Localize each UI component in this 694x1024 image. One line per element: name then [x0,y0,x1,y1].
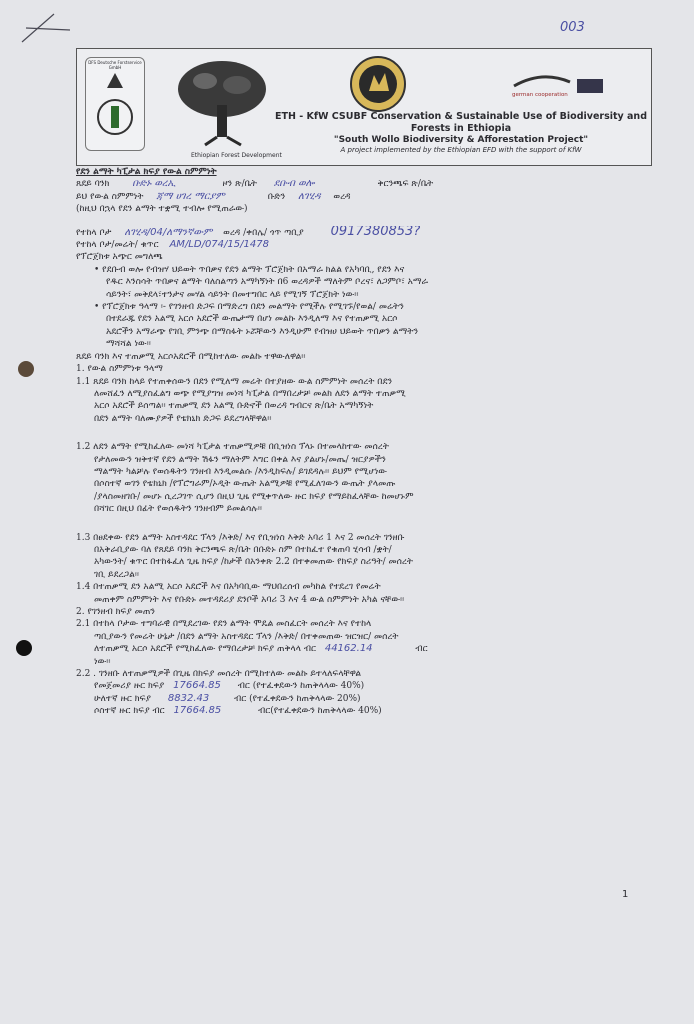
branch-label: ዞን ጽ/ቤት [222,179,257,190]
eu-flag-icon [577,79,603,93]
dfs-tree-icon [104,72,126,90]
section-2-2-intro: 2.2 . ገንዘቡ ለተጠቃሚዎች በጊዜ በክፍያ መሰረት በሚከተለው መልኩ ይተላለፍላቸዋል [76,669,362,680]
section-2-1-amount-line [76,643,650,655]
german-cooperation-logo [512,73,572,103]
payment-label: ሶስተኛ ዙር ክፍያ ብር [94,706,165,717]
total-amount: 44162.14 [324,643,373,655]
section-1-1-line: 1.1 ጸደይ ባንክ ከላይ የተጠቀሰውን በደን የሚለማ መሬት በተያዘው ውል ስምምነት መሰረት በደን [76,376,393,387]
gc-label: german cooperation [512,92,568,98]
section-1-1-line: አርሶ አደሮች ይሰጣል፡፡ ተጠቃሚ ደን አልሚ ቡድኖች በወረዳ ግብርና ጽ/ቤት አማካኝነት [94,401,374,412]
bullet-2-line-1: • የፕሮጀክቱ ዓላማ ፡- የገንዘብ ድጋፍ በማድረግ በደን መልማት የሚችሉ የሚገኙ/የወል/ መሬትን [94,302,404,313]
cooperation-swoosh-icon [512,74,572,88]
document-body [76,166,650,718]
section-1-3-line: 1.3 በፀደቀው የደን ልማት አስተዳደር ፕላን /እቅድ/ እና የቢዝነስ እቅድ አባሪ 1 እና 2 መሰረት ገንዘቡ [76,532,405,543]
site-value: ለገሂዳ/04/ለማንኛውም [124,226,213,238]
section-2-heading: 2. የገንዘብ ክፍያ መጠን [76,607,156,617]
payment-note: ብር (የተፈቀደውን ከጠቅላላው 20%) [234,693,361,704]
section-1-2-line: የታለመውን ዝቅተኛ የደን ልማት ሽፋን ማለትም እግር በቀል እና ያልሆኑ/መጤ/ ዝርያዎችን [94,454,386,465]
location-end: ወረዳ [333,191,351,202]
title-line-3: "South Wollo Biodiversity & Afforestation Project" [333,135,589,145]
phone-annotation: 0917380853? [330,225,421,239]
name-label: ጸደይ ባንክ [76,179,110,190]
location-line [76,191,650,203]
bullet-2-line-3: አደሮችን አማራጭ የገቢ ምንጭ በማስፋት ኑሯቸውን እንዲሁም የብዝሀ ህይወት ጥበቃን ልማትን [106,326,419,337]
corner-scribble [18,8,78,48]
section-1-4-line: 1.4 በተጠቃሚ ደን አልሚ አርሶ አደሮች እና በአካባቢው ማህበረሰብ መካከል የተደረገ የመሬት [76,582,381,593]
section-1-1-line: በደን ልማት ባለሙያዎች የቴክኒክ ድጋፍ ይደረግላቸዋል፡፡ [94,413,272,424]
payment-label: ሁለተኛ ዙር ክፍያ [94,693,151,704]
branch-value: ደቡብ ወሎ [273,178,315,190]
office-label: ቅርንጫፍ ጽ/ቤት [377,179,434,190]
project-title [272,111,650,155]
section-1-heading: 1. የውል ስምምነቱ ዓላማ [76,364,163,375]
section-1-2-line: 1.2 ለደን ልማት የሚከፈለው መነሻ ካፒታል ተጠቃሚዎቹ በቢዝነስ ፕላኑ በተመላከተው መሰረት [76,442,389,453]
location-label: ይህ የውል ስምምነት [76,191,144,202]
title-line-2: Forests in Ethiopia [410,123,512,134]
payment-amount: 17664.85 [173,705,222,717]
org-seal-icon [96,98,134,136]
payment-label: የመጀመሪያ ዙር ክፍያ [94,681,165,692]
page-number: 1 [622,889,629,900]
intro-closing: ጸደይ ባንክ እና ተጠቃሚ አርሶአደሮች በሚከተለው መልኩ ተዋውለዋል፡፡ [76,351,306,362]
location-value: ጃማ ሀገረ ማርያም [156,190,225,202]
payment-amount: 8832.43 [167,692,210,704]
location-value-2: ለገሂዳ [298,190,321,202]
section-1-3-line: ገቢ ይደረጋል፡፡ [94,569,140,580]
section-2-1-line: 2.1 በተከላ ቦታው ተግባራዊ በሚደረገው የደን ልማት ሞዴል መስፈርት መሰረት እና የተከላ [76,619,372,630]
intro-heading: የፕሮጀክቱ አጭር መግለጫ [76,252,163,263]
section-1-2-line: በሻገር በዚህ በፊት የወሰዱትን ገንዘብም ይመልሳሉ፡፡ [94,504,262,515]
between-line: (ከዚህ በኋላ የደን ልማት ተቋሚ ተብሎ የሚጠራው) [76,204,248,215]
payment-row [76,680,650,692]
section-1-3-line: አካውንት/ ቁጥር በተከፋፈለ ጊዜ ክፍያ /ከታች በአንቀጽ 2.2 በተቀመጠው የክፍያ ስሪዓት/ መሰረት [94,557,414,568]
section-2-1-text: ለተጠቃሚ አርሶ አደሮች የሚከፈለው የማበረታቻ ክፍያ ጠቅላላ ብር [94,644,316,655]
bullet-1-line-1: • የደቡብ ወሎ የብዝሃ ህይወት ጥበቃና የደን ልማት ፕሮጀክት በአማራ ክልል የአካባቢ, የደን እና [94,264,405,275]
dfs-logo [85,57,145,151]
location-mid: ቡድን [267,191,286,202]
section-1-4-line: መጠቀም ስምምነት እና የቡድኑ መተዳደሪያ ደንቦች አባሪ 3 እና 4 ውል ስምምነት አካል ናቸው፡፡ [94,594,405,605]
section-2-1-last: ነው፡፡ [94,656,111,667]
bullet-2-line-2: በተደራጁ የደን አልሚ አርሶ አደሮች ውጤታማ በሆነ መልኩ እንዲለማ እና የተጠቃሚ አርሶ [106,314,398,325]
site-line [76,226,650,239]
bullet-1-line-2: የዱር እንስሳት ጥበቃና ልማት ባለስልጣን አማካኝነት በ6 ወረዳዎች ማለትም ቦረና፣ ለጋምቦ፣ አማራ [106,277,429,288]
section-1-2-line: በሶስተኛ ወገን የቴክኒክ /የፕሮግራም/ኦዲት ውጤት አልሚዎቹ የሚፈለገውን ውጤት ያላመጡ [94,479,396,490]
punch-hole-bottom [16,640,32,656]
dfs-label: DFS Deutsche Forstservice GmbH [88,60,142,70]
site-end: ወረዳ /ቀበሌ/ ጎጥ ጣቢያ [223,227,304,238]
section-1-2-line: /ያላስመዘገቡ/ መሆኑ ሲረጋገጥ ሲሆን በዚህ ጊዜ የሚቀጥለው ዙር ክፍያ የማይከፈላቸው ከመሆኑም [94,491,414,502]
section-2-1-line: ጣቢያውን የመሬት ሁኔታ /በደን ልማት አስተዳደር ፕላን /እቅድ/ በተቀመጠው ዝርዝር/ መሰረት [94,631,399,642]
bullet-2-line-4: ማሻሻል ነው፡፡ [106,339,151,350]
tree-logo-icon [175,57,270,147]
name-value: ቡድኑ ወረኢ [132,178,176,190]
site-label: የተከላ ቦታ [76,227,112,238]
plot-code-value: AM/LD/074/15/1478 [169,239,269,251]
title-line-1: ETH - KfW CSUBF Conservation & Sustainable Use of Biodiversity and [275,111,647,122]
total-currency: ብር [415,644,428,655]
bullet-1-line-3: ሳይንት፣ መቅደላ፣ተንታና መሃል ሳይንት በመተግበር ላይ የሚገኝ ፕሮጀክት ነው፡፡ [106,289,359,300]
plot-code-label: የተከላ ቦታ/መሬት/ ቁጥር [76,240,159,251]
section-1-2-line: ማልማት ካልቻሉ የወሰዱትን ገንዘብ እንዲመልሱ /እንዲከፍሉ/ ይገደዳሉ፡፡ ይህም የሚሆነው [94,466,387,477]
section-1-1-line: ለመሸፈን ለሚያስፈልግ ወጭ የሚያግዝ መነሻ ካፒታል በማበረታቻ መልክ ለደን ልማት ተጠቃሚ [94,388,406,399]
payment-row [76,693,650,705]
payment-row [76,705,650,717]
letterhead [76,48,652,166]
doc-title: የደን ልማት ካፒታል ክፍያ የውል ስምምነት [76,167,217,177]
payment-note: ብር(የተፈቀደውን ከጠቅላላው 40%) [258,706,382,717]
logo-caption: Ethiopian Forest Development [191,152,282,159]
punch-hole-top [18,361,34,377]
plot-code-line [76,239,650,251]
name-line [76,178,650,190]
payment-note: ብር (የተፈቀደውን ከጠቅላላው 40%) [237,681,365,692]
payment-amount: 17664.85 [173,680,221,692]
title-line-4: A project implemented by the Ethiopian EFD with the support of KfW [340,146,582,154]
ethiopia-emblem-icon [349,55,407,113]
section-1-3-line: በአቅራቢያው ባለ የጸደይ ባንክ ቅርንጫፍ ጽ/ቤት በቡድኑ ስም በተከፈተ የቁጠባ ሂሳብ /ቋት/ [94,544,392,555]
page-code-annotation: 003 [560,20,585,35]
